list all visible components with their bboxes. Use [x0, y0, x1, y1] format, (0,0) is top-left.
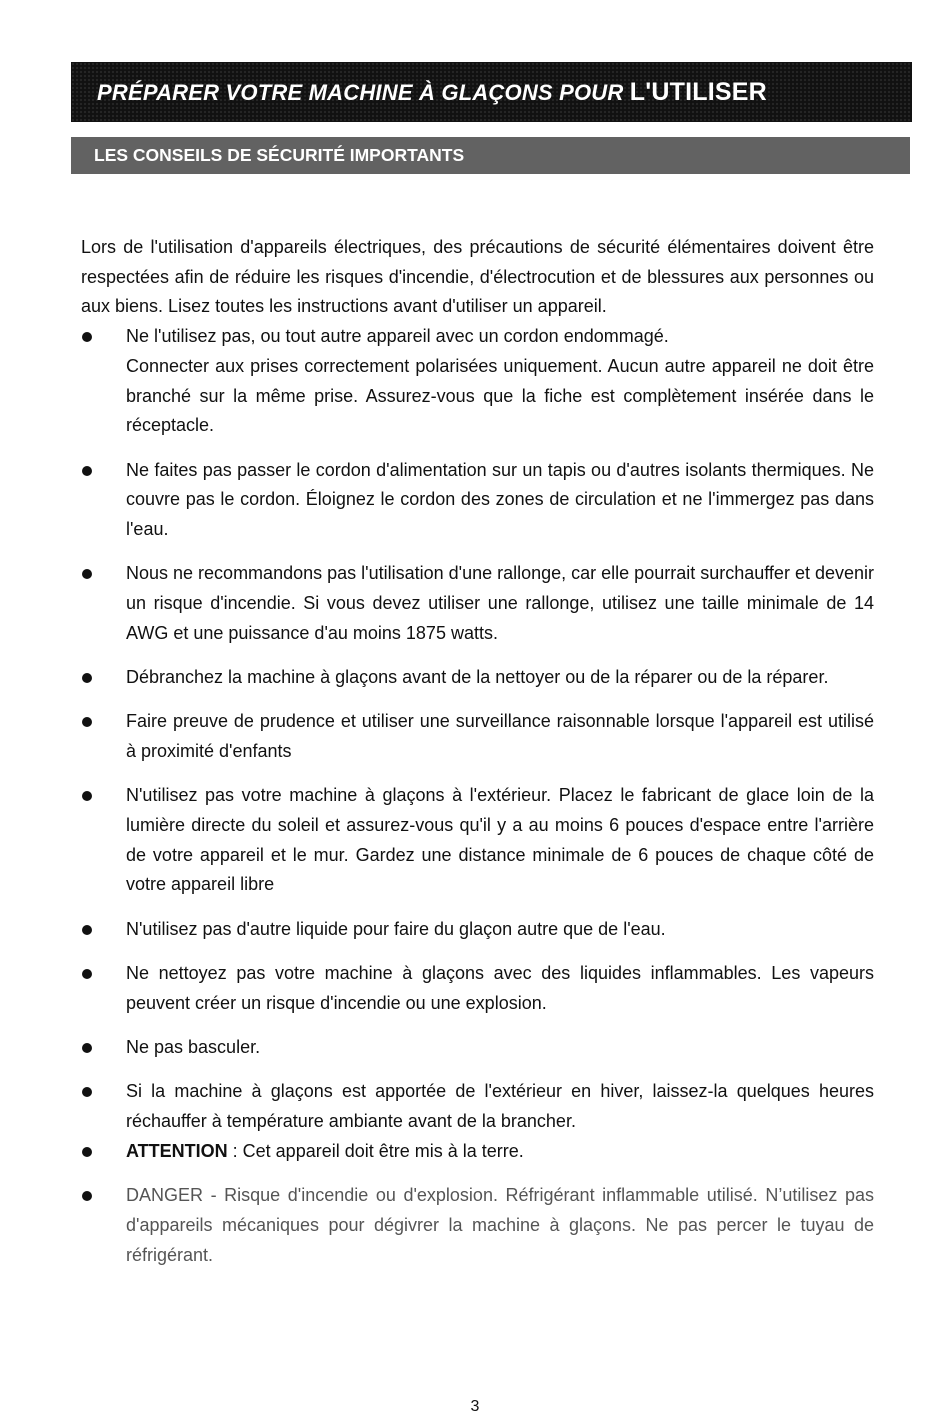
bullet-icon — [82, 969, 92, 979]
safety-item-outdoor — [81, 781, 874, 900]
safety-item-unplug — [81, 663, 874, 693]
danger-warning-text: DANGER - Risque d'incendie ou d'explosion. Réfrigérant inflammable utilisé. N’utilisez pas d'appareils mécaniques pour dégivrer la machine à glaçons. Ne pas percer le tuyau de réfrigérant. — [126, 1185, 874, 1265]
safety-item-winter — [81, 1077, 874, 1136]
safety-item-carpet-text: Ne faites pas passer le cordon d'alimentation sur un tapis ou d'autres isolants thermiques. Ne couvre pas le cordon. Éloignez le cordon des zones de circulation et ne l'immergez pas dans l'eau. — [126, 459, 874, 539]
safety-item-ground — [81, 1137, 874, 1167]
safety-item-liquid — [81, 915, 874, 945]
attention-label: ATTENTION — [126, 1140, 228, 1161]
chapter-title-bar — [71, 62, 912, 122]
bullet-icon — [82, 1191, 92, 1201]
intro-paragraph: Lors de l'utilisation d'appareils électriques, des précautions de sécurité élémentaires doivent être respectées afin de réduire les risques d'incendie, d'électrocution et de blessures aux personnes ou aux biens. Lisez toutes les instructions avant d'utiliser un appareil. — [81, 237, 874, 317]
danger-warning — [81, 1181, 874, 1270]
safety-item-tip-text: Ne pas basculer. — [126, 1036, 261, 1057]
page-number: 3 — [470, 1398, 480, 1415]
bullet-icon — [82, 717, 92, 727]
bullet-icon — [82, 791, 92, 801]
bullet-icon — [82, 332, 92, 342]
section-title: LES CONSEILS DE SÉCURITÉ IMPORTANTS — [94, 145, 465, 165]
chapter-title — [97, 78, 767, 107]
attention-text: : Cet appareil doit être mis à la terre. — [227, 1140, 524, 1161]
safety-item-children-text: Faire preuve de prudence et utiliser une surveillance raisonnable lorsque l'appareil est utilisé à proximité d'enfants — [126, 711, 874, 761]
bullet-icon — [82, 925, 92, 935]
chapter-title-main: PRÉPARER VOTRE MACHINE À GLAÇONS POUR — [97, 79, 624, 105]
bullet-icon — [82, 673, 92, 683]
safety-item-tip — [81, 1033, 874, 1063]
safety-item-liquid-text: N'utilisez pas d'autre liquide pour faire du glaçon autre que de l'eau. — [126, 918, 666, 939]
safety-item-winter-text: Si la machine à glaçons est apportée de l'extérieur en hiver, laissez-la quelques heures réchauffer à température ambiante avant de la brancher. — [126, 1081, 874, 1131]
safety-item-children — [81, 707, 874, 766]
bullet-icon — [82, 466, 92, 476]
safety-item-extension — [81, 559, 874, 648]
safety-item-cord — [81, 322, 874, 441]
safety-item-cord-line1: Ne l'utilisez pas, ou tout autre appareil avec un cordon endommagé. — [126, 326, 669, 347]
section-title-bar — [71, 137, 910, 174]
safety-item-flammable-text: Ne nettoyez pas votre machine à glaçons avec des liquides inflammables. Les vapeurs peuvent créer un risque d'incendie ou une explosion. — [126, 962, 874, 1013]
safety-list — [81, 322, 874, 1270]
safety-item-unplug-text: Débranchez la machine à glaçons avant de la nettoyer ou de la réparer ou de la réparer. — [126, 666, 829, 687]
safety-item-cord-line2: Connecter aux prises correctement polarisées uniquement. Aucun autre appareil ne doit être branché sur la même prise. Assurez-vous que la fiche est complètement insérée dans le réceptacle. — [126, 355, 874, 436]
chapter-title-emphasis: L'UTILISER — [629, 77, 767, 106]
safety-content — [81, 233, 874, 1270]
safety-item-carpet — [81, 456, 874, 545]
bullet-icon — [82, 1087, 92, 1097]
bullet-icon — [82, 569, 92, 579]
bullet-icon — [82, 1043, 92, 1053]
safety-item-extension-text: Nous ne recommandons pas l'utilisation d'une rallonge, car elle pourrait surchauffer et devenir un risque d'incendie. Si vous devez utiliser une rallonge, utilisez une taille minimale de 14 AWG et une puissance d'au moins 1875 watts. — [126, 563, 874, 643]
safety-item-flammable — [81, 959, 874, 1018]
safety-item-outdoor-text: N'utilisez pas votre machine à glaçons à l'extérieur. Placez le fabricant de glace loin de la lumière directe du soleil et assurez-vous qu'il y a au moins 6 pouces d'espace entre l'arrière de votre appareil et le mur. Gardez une distance minimale de 6 pouces de chaque côté de votre appareil libre — [126, 785, 874, 895]
bullet-icon — [82, 1147, 92, 1157]
